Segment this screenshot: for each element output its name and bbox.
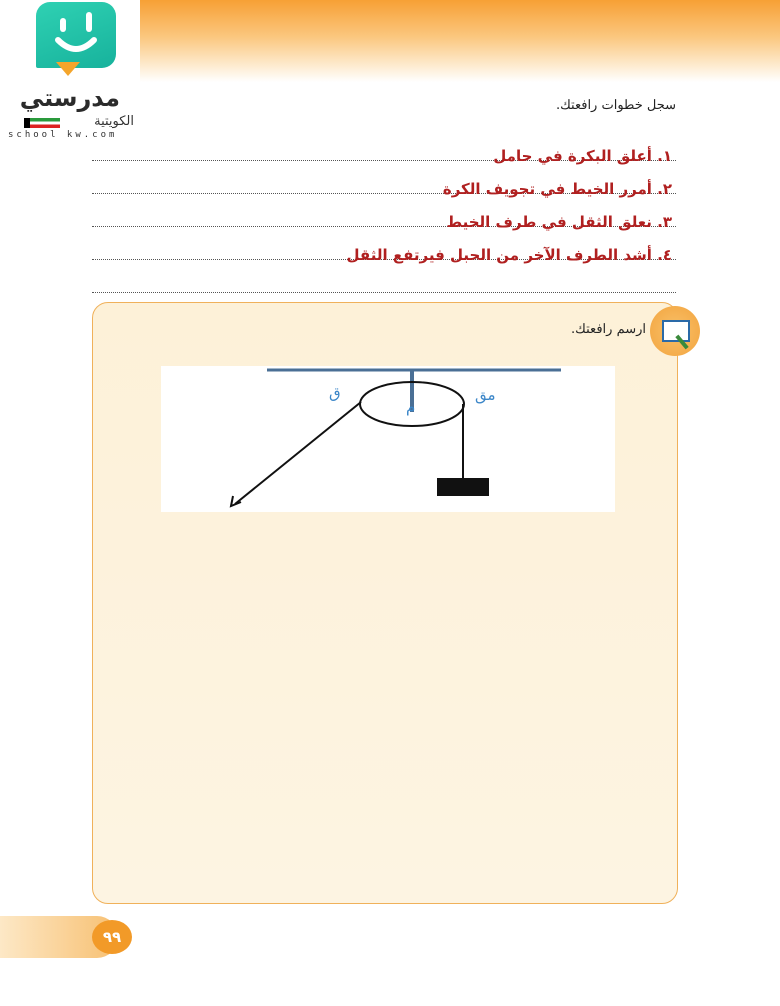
step-line-empty bbox=[92, 260, 676, 293]
step-line bbox=[92, 194, 676, 231]
logo-smile-icon bbox=[36, 2, 116, 68]
step-text: ٤. أشد الطرف الآخر من الحبل فيرتفع الثقل bbox=[346, 246, 672, 264]
activity-title: ارسم رافعتك. bbox=[571, 322, 646, 337]
step-text: ١. أعلق البكرة في حامل bbox=[493, 147, 672, 165]
logo-pencil-tip bbox=[56, 62, 80, 76]
steps-list bbox=[92, 128, 676, 293]
logo-url: school kw.com bbox=[8, 130, 118, 140]
step-text: ٣. نعلق الثقل في طرف الخيط bbox=[446, 213, 672, 231]
drawing-board-icon bbox=[650, 306, 700, 356]
fulcrum-label: م bbox=[406, 398, 416, 416]
step-line bbox=[92, 161, 676, 198]
load-weight bbox=[437, 478, 489, 496]
step-line bbox=[92, 128, 676, 165]
header-band bbox=[140, 0, 780, 82]
instruction-text: سجل خطوات رافعتك. bbox=[555, 98, 676, 113]
logo-name: مدرستي bbox=[19, 84, 120, 112]
effort-label: ق bbox=[329, 384, 341, 402]
kuwait-flag-icon bbox=[24, 118, 60, 128]
effort-rope bbox=[235, 402, 361, 504]
step-text: ٢. أمرر الخيط في تجويف الكرة bbox=[442, 180, 672, 198]
logo bbox=[8, 2, 142, 140]
step-line bbox=[92, 227, 676, 264]
pulley-diagram bbox=[161, 366, 615, 512]
logo-tile bbox=[36, 2, 116, 68]
page-number: ٩٩ bbox=[92, 920, 132, 954]
logo-subtitle: الكويتية bbox=[94, 114, 134, 129]
load-label: مق bbox=[475, 386, 496, 404]
